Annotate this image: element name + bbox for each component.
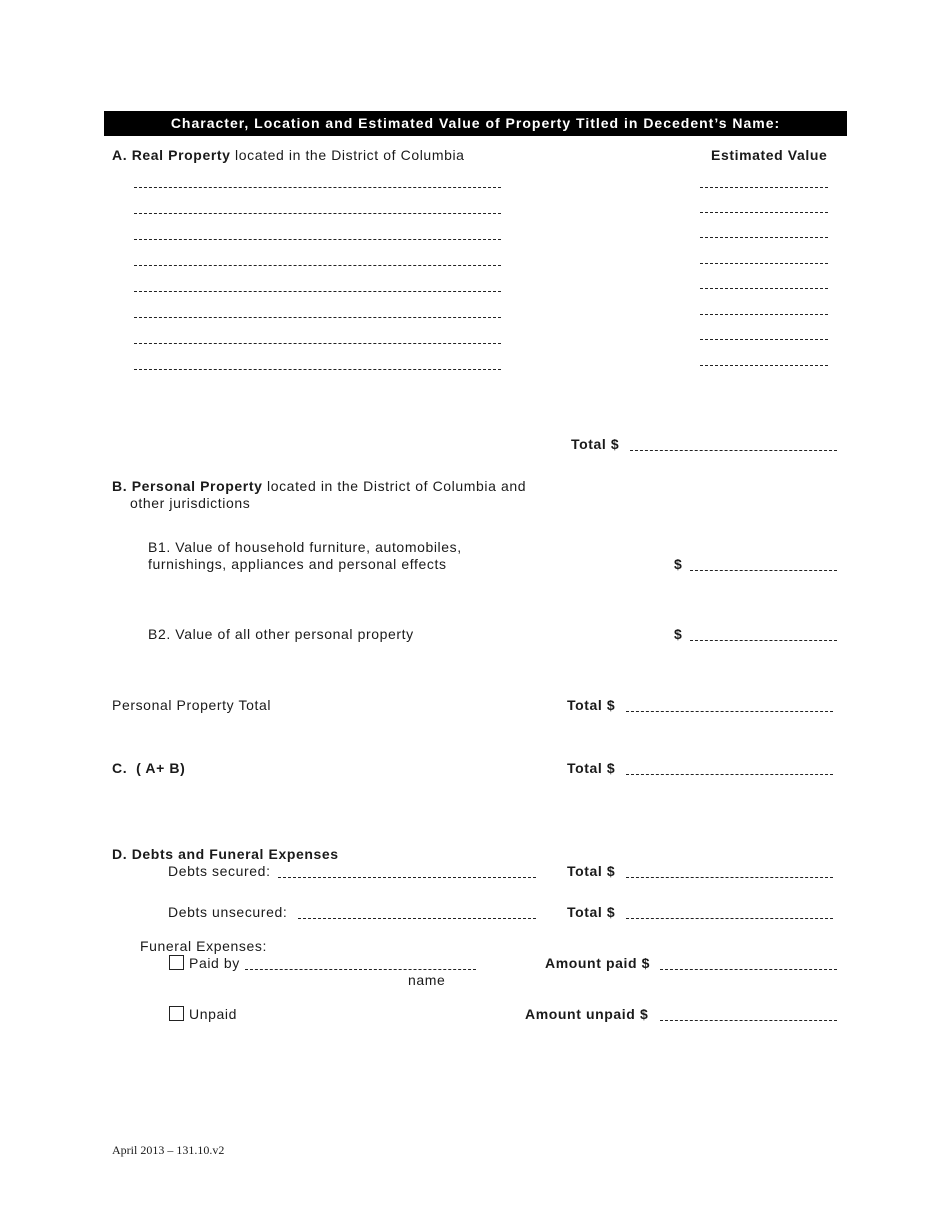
amount-paid-label: Amount paid $: [545, 955, 651, 971]
estimated-value-line-2[interactable]: [700, 212, 828, 213]
section-c-total-prefix: Total $: [567, 760, 616, 776]
b1-label-line1: B1. Value of household furniture, automobiles,: [148, 539, 462, 555]
section-b-desc-cont: other jurisdictions: [130, 495, 251, 511]
section-c-total-field[interactable]: [626, 774, 833, 775]
estimated-value-line-6[interactable]: [700, 314, 828, 315]
section-c-label: C. ( A+ B): [112, 760, 186, 776]
real-property-line-3[interactable]: [134, 239, 501, 240]
debts-secured-label: Debts secured:: [168, 863, 271, 879]
form-version-footer: April 2013 – 131.10.v2: [112, 1143, 225, 1157]
paid-by-name-caption: name: [408, 972, 446, 988]
estimated-value-line-3[interactable]: [700, 237, 828, 238]
real-property-line-6[interactable]: [134, 317, 501, 318]
b2-value-field[interactable]: [690, 640, 837, 641]
amount-paid-field[interactable]: [660, 969, 837, 970]
real-property-line-8[interactable]: [134, 369, 501, 370]
debts-unsecured-label: Debts unsecured:: [168, 904, 288, 920]
section-a-desc: located in the District of Columbia: [230, 147, 465, 163]
real-property-line-2[interactable]: [134, 213, 501, 214]
b2-dollar: $: [674, 626, 683, 642]
real-property-total-field[interactable]: [630, 450, 837, 451]
estimated-value-line-7[interactable]: [700, 339, 828, 340]
debts-unsecured-total-field[interactable]: [626, 918, 833, 919]
personal-property-total-prefix: Total $: [567, 697, 616, 713]
section-b-label: B. Personal Property: [112, 478, 263, 494]
debts-unsecured-field[interactable]: [298, 918, 536, 919]
estimated-value-header: Estimated Value: [711, 147, 828, 163]
debts-secured-field[interactable]: [278, 877, 536, 878]
form-section-header: Character, Location and Estimated Value of Property Titled in Decedent’s Name:: [104, 111, 847, 136]
paid-by-label: Paid by: [189, 955, 240, 971]
paid-by-name-field[interactable]: [245, 969, 476, 970]
unpaid-checkbox[interactable]: [169, 1006, 184, 1021]
b1-dollar: $: [674, 556, 683, 572]
section-d-label: D. Debts and Funeral Expenses: [112, 846, 339, 862]
estimated-value-line-5[interactable]: [700, 288, 828, 289]
paid-by-checkbox[interactable]: [169, 955, 184, 970]
estimated-value-line-8[interactable]: [700, 365, 828, 366]
estimated-value-line-4[interactable]: [700, 263, 828, 264]
debts-unsecured-total-prefix: Total $: [567, 904, 616, 920]
amount-unpaid-field[interactable]: [660, 1020, 837, 1021]
section-b-desc: located in the District of Columbia and: [262, 478, 527, 494]
b1-label-line2: furnishings, appliances and personal effects: [148, 556, 447, 572]
personal-property-total-label: Personal Property Total: [112, 697, 272, 713]
section-a-heading: [112, 147, 465, 164]
funeral-expenses-label: Funeral Expenses:: [140, 938, 267, 954]
debts-secured-total-prefix: Total $: [567, 863, 616, 879]
section-a-label: A. Real Property: [112, 147, 231, 163]
b2-label: B2. Value of all other personal property: [148, 626, 414, 642]
unpaid-label: Unpaid: [189, 1006, 237, 1022]
real-property-line-1[interactable]: [134, 187, 501, 188]
real-property-line-4[interactable]: [134, 265, 501, 266]
real-property-line-7[interactable]: [134, 343, 501, 344]
b1-value-field[interactable]: [690, 570, 837, 571]
amount-unpaid-label: Amount unpaid $: [525, 1006, 649, 1022]
section-b-heading: [112, 478, 526, 495]
estimated-value-line-1[interactable]: [700, 187, 828, 188]
personal-property-total-field[interactable]: [626, 711, 833, 712]
real-property-total-label: Total $: [571, 436, 620, 452]
debts-secured-total-field[interactable]: [626, 877, 833, 878]
real-property-line-5[interactable]: [134, 291, 501, 292]
